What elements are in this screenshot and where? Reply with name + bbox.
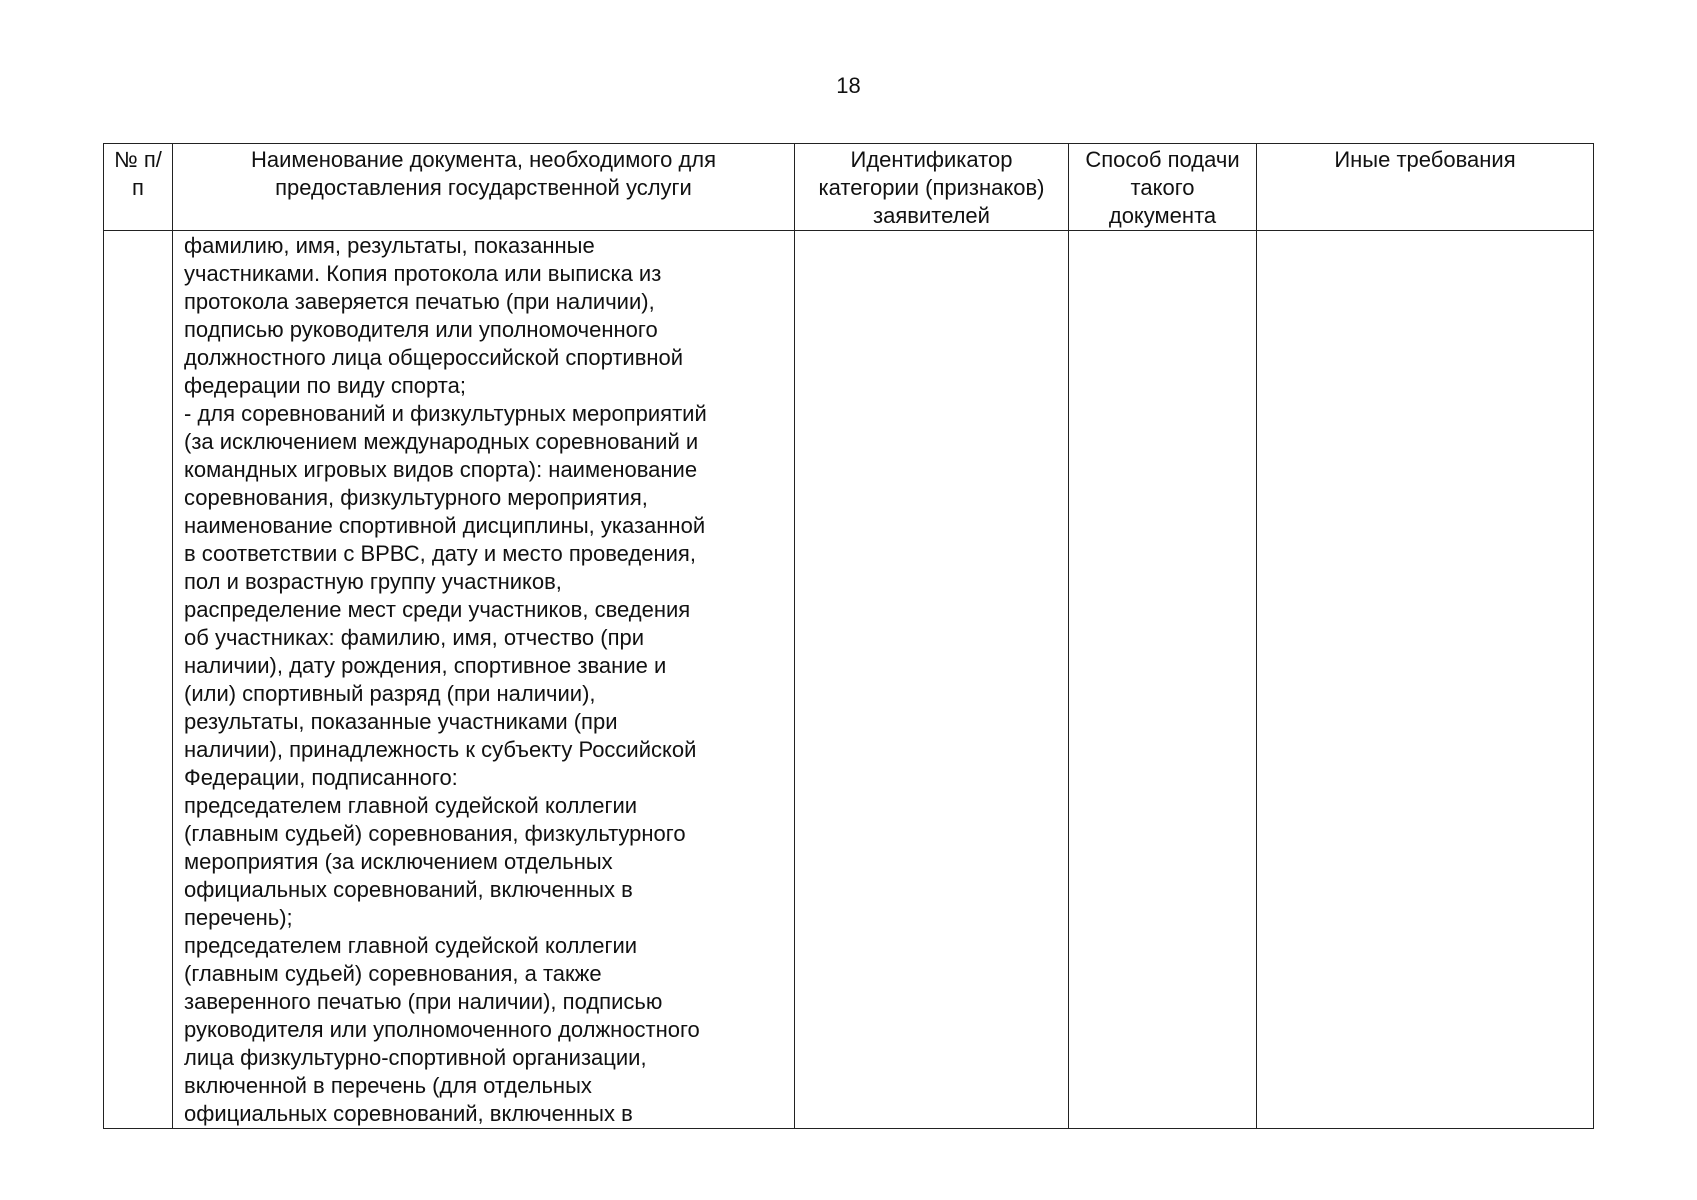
document-text-line: участниками. Копия протокола или выписка из xyxy=(184,261,662,286)
cell-number xyxy=(104,231,173,1129)
document-text-line: (главным судьей) соревнования, а также xyxy=(184,961,602,986)
document-text-line: руководителя или уполномоченного должностного xyxy=(184,1017,700,1042)
document-text-line: наименование спортивной дисциплины, указанной xyxy=(184,513,706,538)
document-text-line: - для соревнований и физкультурных мероприятий xyxy=(184,401,707,426)
cell-other-requirements xyxy=(1257,231,1594,1129)
header-other-requirements-label: Иные требования xyxy=(1334,147,1516,172)
document-text-line: лица физкультурно-спортивной организации, xyxy=(184,1045,647,1070)
document-text-line: официальных соревнований, включенных в xyxy=(184,1101,633,1126)
document-text-line: фамилию, имя, результаты, показанные xyxy=(184,233,595,258)
document-text-line: подписью руководителя или уполномоченного xyxy=(184,317,658,342)
document-text-line: пол и возрастную группу участников, xyxy=(184,569,562,594)
document-text-line: результаты, показанные участниками (при xyxy=(184,709,618,734)
document-text-line: наличии), принадлежность к субъекту Российской xyxy=(184,737,697,762)
header-applicant-category xyxy=(795,144,1069,231)
document-text-line: должностного лица общероссийской спортивной xyxy=(184,345,684,370)
table-header-row xyxy=(104,144,1594,231)
document-text-line: (за исключением международных соревнований и xyxy=(184,429,699,454)
document-text-line: протокола заверяется печатью (при наличии), xyxy=(184,289,655,314)
requirements-table xyxy=(103,143,1594,1129)
cell-document-text xyxy=(173,231,795,1129)
header-document-name-label: Наименование документа, необходимого для предоставления государственной услуги xyxy=(250,147,717,200)
document-text-line: федерации по виду спорта; xyxy=(184,373,466,398)
header-submission-method xyxy=(1069,144,1257,231)
document-text-line: соревнования, физкультурного мероприятия, xyxy=(184,485,648,510)
document-text-line: Федерации, подписанного: xyxy=(184,765,458,790)
document-text-line: (или) спортивный разряд (при наличии), xyxy=(184,681,596,706)
header-number xyxy=(104,144,173,231)
document-text-line: перечень); xyxy=(184,905,293,930)
header-applicant-category-label: Идентификатор категории (признаков) заявителей xyxy=(818,147,1045,228)
header-submission-method-label: Способ подачи такого документа xyxy=(1085,147,1240,228)
document-text-lines xyxy=(184,232,784,1128)
header-document-name xyxy=(173,144,795,231)
document-text-line: (главным судьей) соревнования, физкультурного xyxy=(184,821,686,846)
document-text-line: командных игровых видов спорта): наименование xyxy=(184,457,698,482)
document-text-line: наличии), дату рождения, спортивное звание и xyxy=(184,653,667,678)
document-text-line: заверенного печатью (при наличии), подписью xyxy=(184,989,663,1014)
document-text-line: мероприятия (за исключением отдельных xyxy=(184,849,613,874)
document-text-line: председателем главной судейской коллегии xyxy=(184,793,638,818)
document-text-line: председателем главной судейской коллегии xyxy=(184,933,638,958)
document-text-line: официальных соревнований, включенных в xyxy=(184,877,633,902)
document-text-line: включенной в перечень (для отдельных xyxy=(184,1073,592,1098)
document-text-line: в соответствии с ВРВС, дату и место проведения, xyxy=(184,541,696,566)
document-text-line: распределение мест среди участников, сведения xyxy=(184,597,691,622)
document-text-line: об участниках: фамилию, имя, отчество (при xyxy=(184,625,645,650)
page-number: 18 xyxy=(836,73,861,98)
header-other-requirements xyxy=(1257,144,1594,231)
table-row xyxy=(104,231,1594,1129)
cell-submission-method xyxy=(1069,231,1257,1129)
cell-applicant-category xyxy=(795,231,1069,1129)
header-number-label: № п/п xyxy=(114,147,162,200)
